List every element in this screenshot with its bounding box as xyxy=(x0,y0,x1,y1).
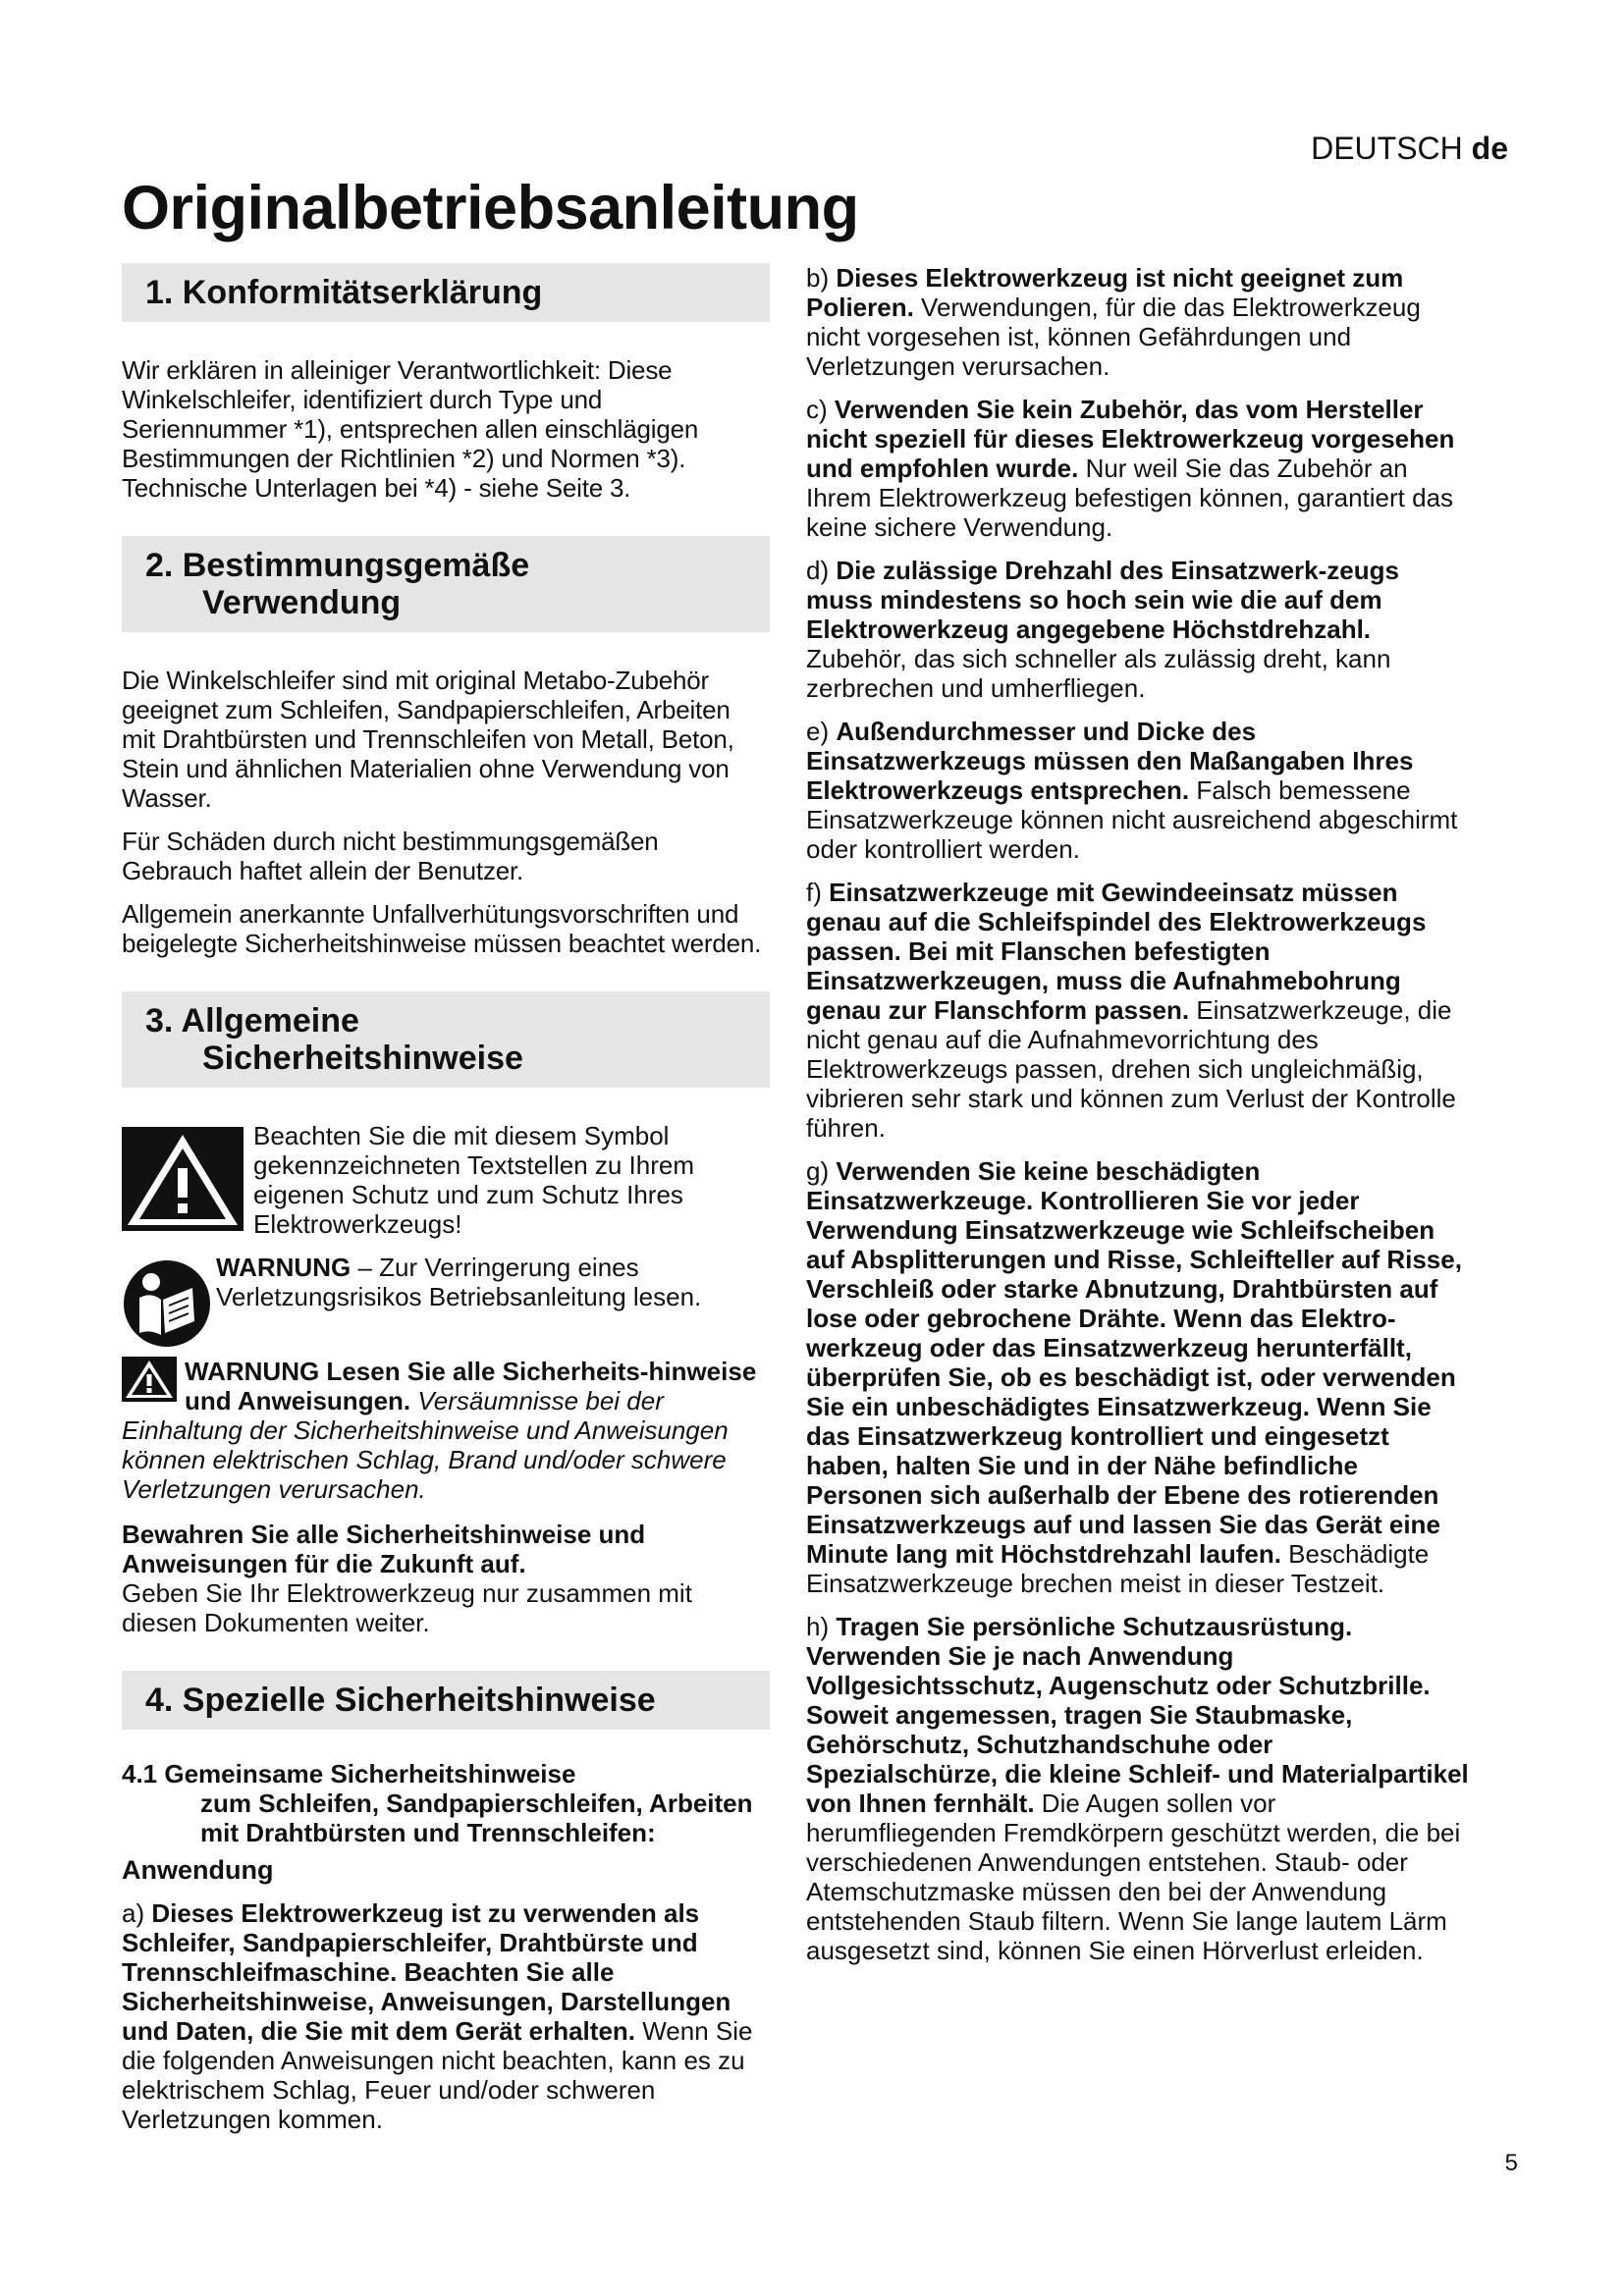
instruction-text: Wenn Sie die folgenden Anweisungen nicht beachten, kann es zu elektrischem Schlag, Feuer und/oder schweren Verletzungen kommen. xyxy=(122,2016,753,2134)
instruction-text: Falsch bemessene Einsatzwerkzeuge können nicht ausreichend abgeschirmt oder kontrolliert werden. xyxy=(806,775,1458,864)
instruction-bold: Dieses Elektrowerkzeug ist nicht geeignet zum Polieren. xyxy=(806,263,1404,322)
instruction-label: f) xyxy=(806,878,830,907)
document-title: Originalbetriebsanleitung xyxy=(122,174,859,242)
section-3-heading xyxy=(122,991,770,1088)
section-2-heading-line-2: Verwendung xyxy=(202,584,402,621)
instruction-d xyxy=(806,556,1470,703)
subsection-4-1-heading-rest: zum Schleifen, Sandpapierschleifen, Arbeiten mit Drahtbürsten und Trennschleifen: xyxy=(200,1789,753,1847)
instruction-label: d) xyxy=(806,556,837,585)
instruction-label: g) xyxy=(806,1156,837,1186)
instruction-label: h) xyxy=(806,1612,837,1641)
instruction-f xyxy=(806,878,1470,1143)
section-2-heading-line-1: 2. Bestimmungsgemäße xyxy=(145,547,530,584)
instruction-label: c) xyxy=(806,395,835,424)
warning-triangle-icon xyxy=(122,1127,244,1231)
instruction-text: Beschädigte Einsatzwerkzeuge brechen meist in dieser Testzeit. xyxy=(806,1539,1430,1598)
section-2-paragraph-1: Die Winkelschleifer sind mit original Metabo-Zubehör geeignet zum Schleifen, Sandpapierschleifen, Arbeiten mit Drahtbürsten und Trennschleifen von Metall, Beton, Stein und ähnlichen Materialien ohne Verwendung von Wasser. xyxy=(122,666,734,813)
section-2-paragraph-3: Allgemein anerkannte Unfallverhütungsvorschriften und beigelegte Sicherheitshinweise müssen beachtet werden. xyxy=(122,899,762,958)
read-manual-text xyxy=(216,1253,770,1311)
right-column xyxy=(806,263,1470,1979)
section-1-heading-text: 1. Konformitätserklärung xyxy=(145,274,543,311)
symbol-note xyxy=(122,1121,770,1239)
instruction-a xyxy=(122,1898,770,2134)
section-1-text: Wir erklären in alleiniger Verantwortlichkeit: Diese Winkelschleifer, identifiziert durch Type und Seriennummer *1), entsprechen allen einschlägigen Bestimmungen der Richtlinien *2) und Normen *3). Technische Unterlagen bei *4) - siehe Seite 3. xyxy=(122,355,699,503)
general-warning-bold: WARNUNG Lesen Sie alle Sicherheits-hinweise und Anweisungen. xyxy=(185,1357,757,1415)
left-column xyxy=(122,263,770,2148)
instruction-text: Verwendungen, für die das Elektrowerkzeug nicht vorgesehen ist, können Gefährdungen und Verletzungen verursachen. xyxy=(806,293,1421,381)
general-warning-italic: Versäumnisse bei der Einhaltung der Sicherheitshinweise und Anweisungen können elektrischen Schlag, Brand und/oder schwere Verletzungen verursachen. xyxy=(122,1386,729,1504)
instruction-g xyxy=(806,1156,1470,1598)
section-4-heading-text: 4. Spezielle Sicherheitshinweise xyxy=(145,1682,656,1719)
instruction-label: b) xyxy=(806,263,837,293)
pass-on-documents: Geben Sie Ihr Elektrowerkzeug nur zusammen mit diesen Dokumenten weiter. xyxy=(122,1578,692,1637)
section-1-heading xyxy=(122,263,770,322)
general-warning xyxy=(122,1357,770,1504)
instruction-e xyxy=(806,717,1470,864)
language-code: de xyxy=(1471,131,1508,166)
instruction-bold: Tragen Sie persönliche Schutzausrüstung. Verwenden Sie je nach Anwendung Vollgesichtsschutz, Augenschutz oder Schutzbrille. Soweit angemessen, tragen Sie Staubmaske, Gehörschutz, Schutzhandschuhe oder Spezialschürze, die kleine Schleif- und Materialpartikel von Ihnen fernhält. xyxy=(806,1612,1469,1818)
instruction-bold: Einsatzwerkzeuge mit Gewindeeinsatz müssen genau auf die Schleifspindel des Elektrowerkzeugs passen. Bei mit Flanschen befestigten Einsatzwerkzeugen, muss die Aufnahmebohrung genau zur Flanschform passen. xyxy=(806,878,1427,1025)
instruction-text: Einsatzwerkzeuge, die nicht genau auf die Aufnahmevorrichtung des Elektrowerkzeugs passen, drehen sich ungleichmäßig, vibrieren sehr stark und können zum Verlust der Kontrolle führen. xyxy=(806,995,1456,1143)
instruction-bold: Dieses Elektrowerkzeug ist zu verwenden als Schleifer, Sandpapierschleifer, Drahtbürste und Trennschleifmaschine. Beachten Sie alle Sicherheitshinweise, Anweisungen, Darstellungen und Daten, die Sie mit dem Gerät erhalten. xyxy=(122,1898,731,2046)
section-4-heading xyxy=(122,1671,770,1730)
keep-instructions xyxy=(122,1520,770,1578)
read-manual-icon xyxy=(122,1258,212,1349)
language-label xyxy=(1311,131,1508,167)
instruction-bold: Verwenden Sie keine beschädigten Einsatzwerkzeuge. Kontrollieren Sie vor jeder Verwendung Einsatzwerkzeuge wie Schleifscheiben auf Absplitterungen und Risse, Schleifteller auf Risse, Verschleiß oder starke Abnutzung, Drahtbürsten auf lose oder gebrochene Drähte. Wenn das Elektro-werkzeug oder das Einsatzwerkzeug herunterfällt, überprüfen Sie, ob es beschädigt ist, oder verwenden Sie ein unbeschädigtes Einsatzwerkzeug. Wenn Sie das Einsatzwerkzeug kontrolliert und eingesetzt haben, halten Sie und in der Nähe befindliche Personen sich außerhalb der Ebene des rotierenden Einsatzwerkzeugs auf und lassen Sie das Gerät eine Minute lang mit Höchstdrehzahl laufen. xyxy=(806,1156,1462,1569)
instruction-bold: Verwenden Sie kein Zubehör, das vom Hersteller nicht speziell für dieses Elektrowerkzeug vorgesehen und empfohlen wurde. xyxy=(806,395,1455,483)
subsection-4-1-heading xyxy=(122,1759,770,1847)
read-manual-warning-label: WARNUNG xyxy=(216,1253,352,1282)
instruction-label: e) xyxy=(806,717,837,746)
subsection-4-1-heading-line-1: 4.1 Gemeinsame Sicherheitshinweise xyxy=(122,1759,576,1789)
read-manual-note xyxy=(122,1253,770,1343)
keep-instructions-bold: Bewahren Sie alle Sicherheitshinweise und Anweisungen für die Zukunft auf. xyxy=(122,1520,646,1578)
warning-triangle-small-icon xyxy=(122,1357,177,1402)
section-3-heading-line-1: 3. Allgemeine xyxy=(145,1002,359,1040)
instruction-text: Zubehör, das sich schneller als zulässig dreht, kann zerbrechen und umherfliegen. xyxy=(806,644,1391,703)
section-2-paragraph-2: Für Schäden durch nicht bestimmungsgemäßen Gebrauch haftet allein der Benutzer. xyxy=(122,827,659,885)
instruction-label: a) xyxy=(122,1898,152,1928)
instruction-bold: Außendurchmesser und Dicke des Einsatzwerkzeugs müssen den Maßangaben Ihres Elektrowerkzeugs entsprechen. xyxy=(806,717,1414,805)
instruction-text: Nur weil Sie das Zubehör an Ihrem Elektrowerkzeug befestigen können, garantiert das keine sichere Verwendung. xyxy=(806,454,1454,542)
section-2-heading xyxy=(122,536,770,632)
anwendung-heading: Anwendung xyxy=(122,1855,274,1885)
instruction-c xyxy=(806,395,1470,542)
instruction-bold: Die zulässige Drehzahl des Einsatzwerk-zeugs muss mindestens so hoch sein wie die auf dem Elektrowerkzeug angegebene Höchstdrehzahl. xyxy=(806,556,1399,644)
language-name: DEUTSCH xyxy=(1311,131,1463,166)
read-manual-warning-text: – Zur Verringerung eines Verletzungsrisikos Betriebsanleitung lesen. xyxy=(216,1253,702,1311)
symbol-note-text: Beachten Sie die mit diesem Symbol gekennzeichneten Textstellen zu Ihrem eigenen Schutz und zum Schutz Ihres Elektrowerkzeugs! xyxy=(253,1121,695,1239)
instruction-text: Die Augen sollen vor herumfliegenden Fremdkörpern geschützt werden, die bei verschiedenen Anwendungen entstehen. Staub- oder Atemschutzmaske müssen den bei der Anwendung entstehenden Staub filtern. Wenn Sie lange lautem Lärm ausgesetzt sind, können Sie einen Hörverlust erleiden. xyxy=(806,1789,1461,1965)
section-3-heading-line-2: Sicherheitshinweise xyxy=(202,1040,523,1077)
instruction-b xyxy=(806,263,1470,381)
instruction-h xyxy=(806,1612,1470,1965)
page-number: 5 xyxy=(1504,2150,1518,2176)
